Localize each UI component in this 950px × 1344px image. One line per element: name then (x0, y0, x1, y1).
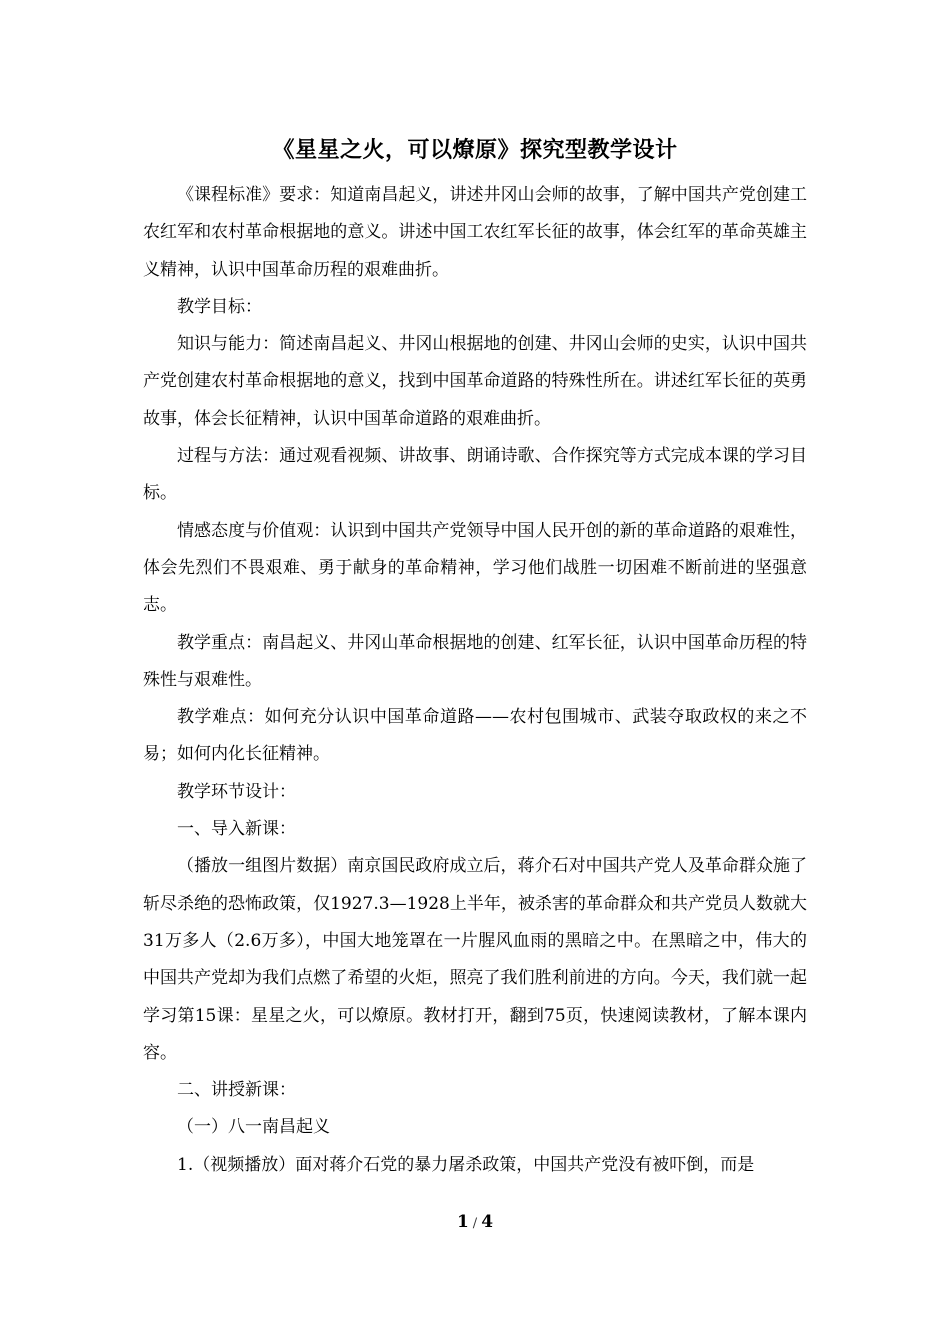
paragraph-intro-content: （播放一组图片数据）南京国民政府成立后，蒋介石对中国共产党人及革命群众施了斩尽杀绝的恐怖政策，仅1927.3—1928上半年，被杀害的革命群众和共产党员人数就大31万多人（2.6万多），中国大地笼罩在一片腥风血雨的黑暗之中。在黑暗之中，伟大的中国共产党却为我们点燃了希望的火炬，照亮了我们胜利前进的方向。今天，我们就一起学习第15课：星星之火，可以燎原。教材打开，翻到75页，快速阅读教材，了解本课内容。 (143, 856, 807, 1063)
paragraph-process-method: 过程与方法：通过观看视频、讲故事、朗诵诗歌、合作探究等方式完成本课的学习目标。 (143, 446, 807, 504)
document-title: 《星星之火，可以燎原》探究型教学设计 (272, 137, 678, 163)
page-number (0, 1210, 950, 1236)
paragraph-knowledge-ability: 知识与能力：简述南昌起义、井冈山根据地的创建、井冈山会师的史实，认识中国共产党创建农村革命根据地的意义，找到中国革命道路的特殊性所在。讲述红军长征的英勇故事，体会长征精神，认识中国革命道路的艰难曲折。 (143, 334, 807, 429)
paragraph-subsection-nanchang: （一）八一南昌起义 (177, 1117, 330, 1138)
paragraph-emotion-values: 情感态度与价值观：认识到中国共产党领导中国人民开创的新的革命道路的艰难性，体会先烈们不畏艰难、勇于献身的革命精神，学习他们战胜一切困难不断前进的坚强意志。 (143, 520, 807, 616)
paragraph-teaching-goals-heading: 教学目标： (177, 296, 262, 317)
page-separator: / (472, 1216, 478, 1231)
paragraph-section-intro-heading: 一、导入新课： (177, 819, 296, 840)
total-pages-number: 4 (481, 1212, 494, 1232)
paragraph-key-points: 教学重点：南昌起义、井冈山革命根据地的创建、红军长征，认识中国革命历程的特殊性与艰难性。 (143, 632, 807, 690)
paragraph-teaching-design-heading: 教学环节设计： (177, 781, 296, 802)
current-page-number: 1 (456, 1212, 469, 1232)
paragraph-section-new-lesson-heading: 二、讲授新课： (177, 1080, 296, 1101)
paragraph-difficult-points: 教学难点：如何充分认识中国革命道路——农村包围城市、武装夺取政权的来之不易；如何内化长征精神。 (143, 707, 807, 765)
paragraph-video-playback: 1.（视频播放）面对蒋介石党的暴力屠杀政策，中国共产党没有被吓倒，而是 (177, 1154, 755, 1175)
paragraph-curriculum-standard: 《课程标准》要求：知道南昌起义，讲述井冈山会师的故事，了解中国共产党创建工农红军和农村革命根据地的意义。讲述中国工农红军长征的故事，体会红军的革命英雄主义精神，认识中国革命历程的艰难曲折。 (143, 185, 807, 280)
document-body (143, 177, 807, 1184)
